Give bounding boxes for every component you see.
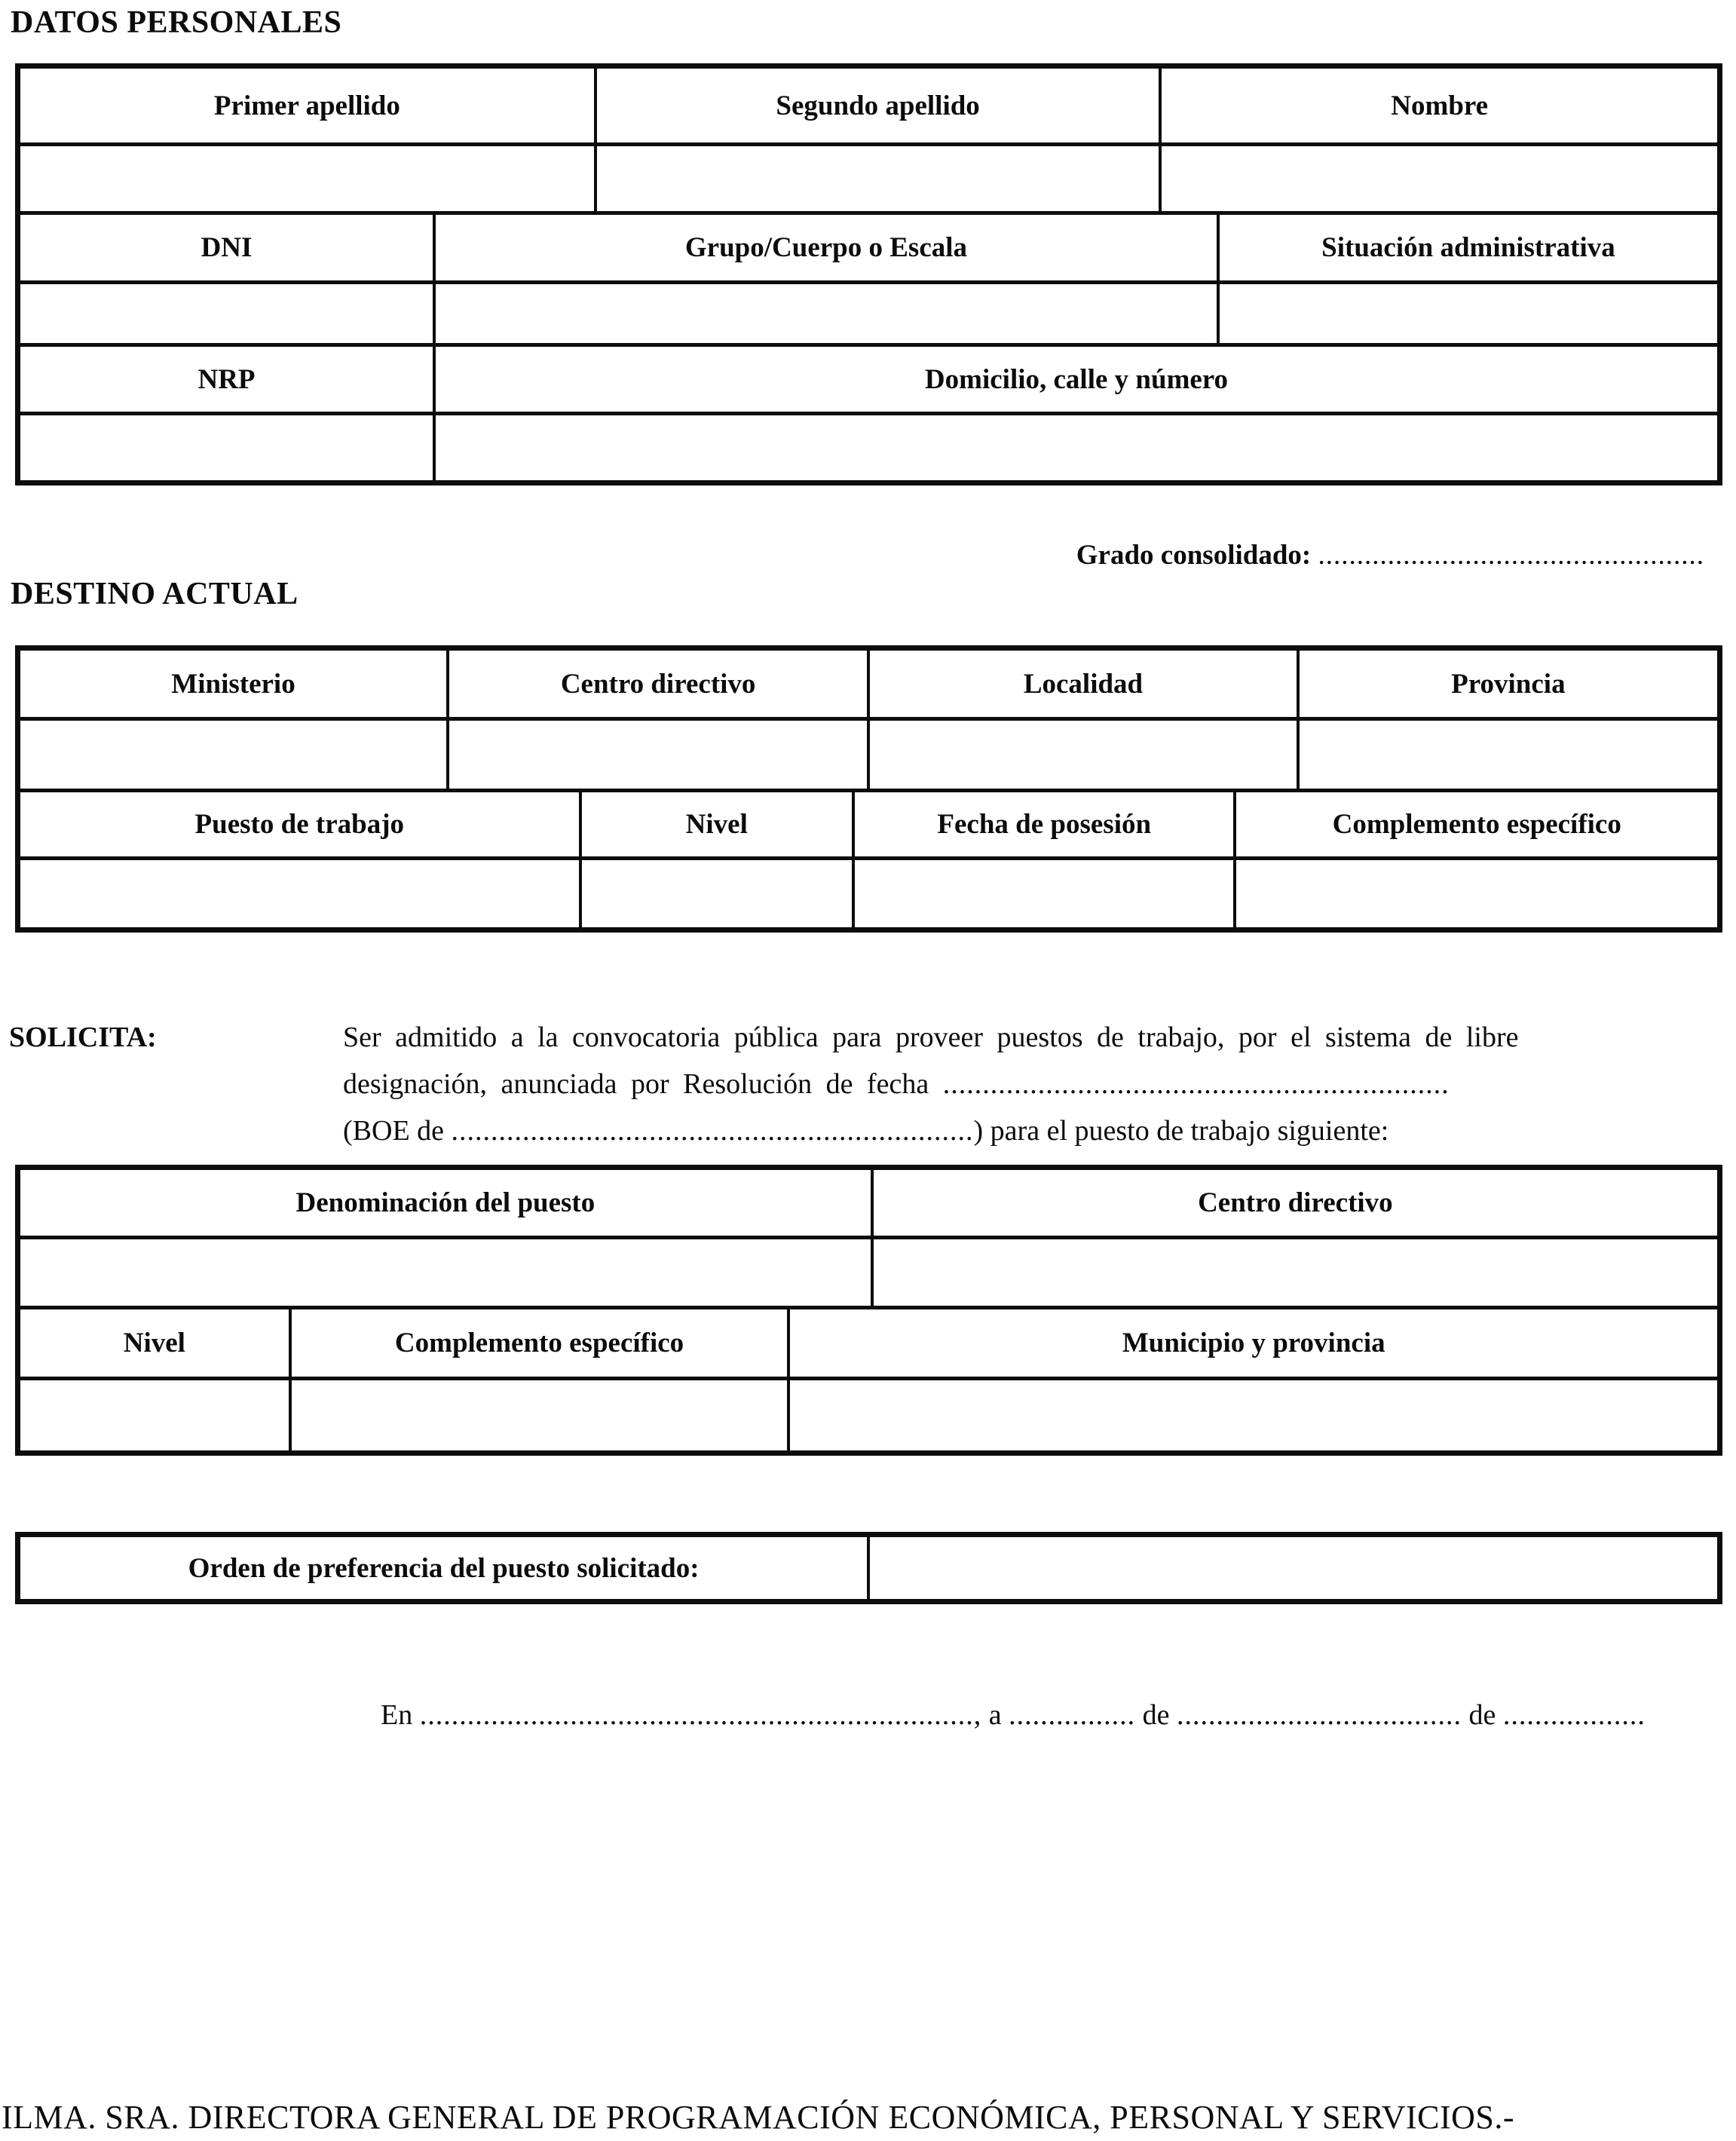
header-cell-complemento-especifico: Complemento específico — [1233, 792, 1717, 856]
boe-fecha-blank[interactable]: .................................................................. — [451, 1115, 974, 1147]
table-row — [20, 789, 1717, 856]
lugar-blank[interactable]: ......................................................................, — [419, 1699, 982, 1731]
header-cell-nivel: Nivel — [579, 792, 852, 856]
grado-consolidado-blank[interactable]: .................................................. — [1318, 540, 1704, 571]
resolucion-fecha-blank[interactable]: ................................................................ — [942, 1068, 1450, 1100]
input-cell-centro-directivo-solicitado[interactable] — [871, 1239, 1717, 1306]
solicita-line3 — [343, 1107, 1692, 1154]
input-cell-complemento-especifico-solicitado[interactable] — [289, 1380, 788, 1450]
table-row — [20, 412, 1717, 480]
table-row — [20, 280, 1717, 343]
destino-actual-table — [15, 645, 1722, 933]
input-cell-provincia[interactable] — [1297, 721, 1717, 789]
table-row — [20, 1537, 1717, 1599]
input-cell-ministerio[interactable] — [20, 721, 446, 789]
solicita-line1: Ser admitido a la convocatoria pública para proveer puestos de trabajo, por el sistema de libre — [343, 1021, 1519, 1053]
header-cell-localidad: Localidad — [867, 651, 1297, 717]
table-row — [20, 1377, 1717, 1450]
input-cell-nivel[interactable] — [579, 860, 852, 927]
input-cell-segundo-apellido[interactable] — [594, 146, 1159, 211]
mes-blank[interactable]: .................................... — [1176, 1699, 1462, 1731]
datos-personales-table — [15, 63, 1722, 485]
fecha-line — [0, 1696, 1736, 1734]
header-cell-municipio-provincia: Municipio y provincia — [787, 1309, 1717, 1377]
header-cell-complemento-especifico-solicitado: Complemento específico — [289, 1309, 788, 1377]
puesto-solicitado-table — [15, 1165, 1722, 1456]
section-title-datos-personales: DATOS PERSONALES — [11, 5, 342, 40]
solicita-line3-suffix: ) para el puesto de trabajo siguiente: — [973, 1115, 1389, 1147]
header-cell-dni: DNI — [201, 232, 253, 263]
section-title-destino-actual: DESTINO ACTUAL — [11, 577, 299, 611]
input-cell-primer-apellido[interactable] — [20, 146, 594, 211]
solicita-line3-prefix: (BOE de — [343, 1115, 445, 1147]
table-row — [20, 651, 1717, 717]
table-row — [20, 1306, 1717, 1377]
header-cell-denominacion-puesto: Denominación del puesto — [295, 1187, 596, 1218]
solicita-label: SOLICITA: — [9, 1021, 157, 1053]
orden-preferencia-table — [15, 1532, 1722, 1604]
header-cell-centro-directivo-solicitado: Centro directivo — [871, 1170, 1717, 1236]
input-cell-centro-directivo[interactable] — [446, 721, 867, 789]
table-row — [20, 1170, 1717, 1236]
fecha-en-label: En — [381, 1699, 413, 1731]
fecha-de1-label: de — [1142, 1699, 1170, 1731]
input-cell-complemento-especifico[interactable] — [1233, 860, 1717, 927]
solicita-line2 — [343, 1061, 1692, 1107]
input-cell-nombre[interactable] — [1159, 146, 1717, 211]
header-cell-orden-preferencia: Orden de preferencia del puesto solicitado: — [188, 1552, 700, 1584]
header-cell-puesto-de-trabajo: Puesto de trabajo — [194, 809, 405, 840]
table-row — [20, 717, 1717, 789]
solicita-block — [0, 1014, 1736, 1154]
table-row — [20, 211, 1717, 280]
header-cell-nombre: Nombre — [1159, 69, 1717, 142]
input-cell-dni[interactable] — [20, 284, 433, 343]
input-cell-denominacion-puesto[interactable] — [20, 1239, 871, 1306]
input-cell-municipio-provincia[interactable] — [787, 1380, 1717, 1450]
input-cell-nivel-solicitado[interactable] — [20, 1380, 289, 1450]
table-row — [20, 1236, 1717, 1306]
footer-addressee: ILMA. SRA. DIRECTORA GENERAL DE PROGRAMACIÓN ECONÓMICA, PERSONAL Y SERVICIOS.- — [2, 2099, 1515, 2136]
fecha-de2-label: de — [1468, 1699, 1496, 1731]
header-cell-fecha-posesion: Fecha de posesión — [852, 792, 1233, 856]
header-cell-provincia: Provincia — [1297, 651, 1717, 717]
header-cell-situacion-administrativa: Situación administrativa — [1217, 215, 1717, 280]
header-cell-nrp: NRP — [197, 363, 256, 395]
input-cell-orden-preferencia[interactable] — [867, 1537, 1717, 1599]
table-row — [20, 69, 1717, 142]
header-cell-centro-directivo: Centro directivo — [446, 651, 867, 717]
header-cell-grupo-cuerpo-escala: Grupo/Cuerpo o Escala — [433, 215, 1217, 280]
header-cell-ministerio: Ministerio — [171, 668, 295, 700]
input-cell-domicilio[interactable] — [433, 415, 1717, 480]
table-row — [20, 343, 1717, 412]
input-cell-puesto-de-trabajo[interactable] — [20, 860, 579, 927]
input-cell-localidad[interactable] — [867, 721, 1297, 789]
anio-blank[interactable]: .................. — [1502, 1699, 1646, 1731]
dia-blank[interactable]: ................ — [1009, 1699, 1136, 1731]
input-cell-fecha-posesion[interactable] — [852, 860, 1233, 927]
header-cell-primer-apellido: Primer apellido — [213, 90, 400, 121]
solicita-line2-text: designación, anunciada por Resolución de fecha — [343, 1068, 929, 1100]
header-cell-nivel-solicitado: Nivel — [123, 1328, 185, 1358]
grado-consolidado-label: Grado consolidado: — [1076, 540, 1312, 571]
input-cell-nrp[interactable] — [20, 415, 433, 480]
input-cell-grupo-cuerpo-escala[interactable] — [433, 284, 1217, 343]
header-cell-segundo-apellido: Segundo apellido — [594, 69, 1159, 142]
table-row — [20, 142, 1717, 211]
table-row — [20, 856, 1717, 927]
fecha-a-label: a — [988, 1699, 1002, 1731]
grado-consolidado-line — [0, 538, 1736, 573]
solicita-paragraph — [343, 1014, 1692, 1154]
input-cell-situacion-administrativa[interactable] — [1217, 284, 1717, 343]
header-cell-domicilio: Domicilio, calle y número — [433, 347, 1717, 412]
